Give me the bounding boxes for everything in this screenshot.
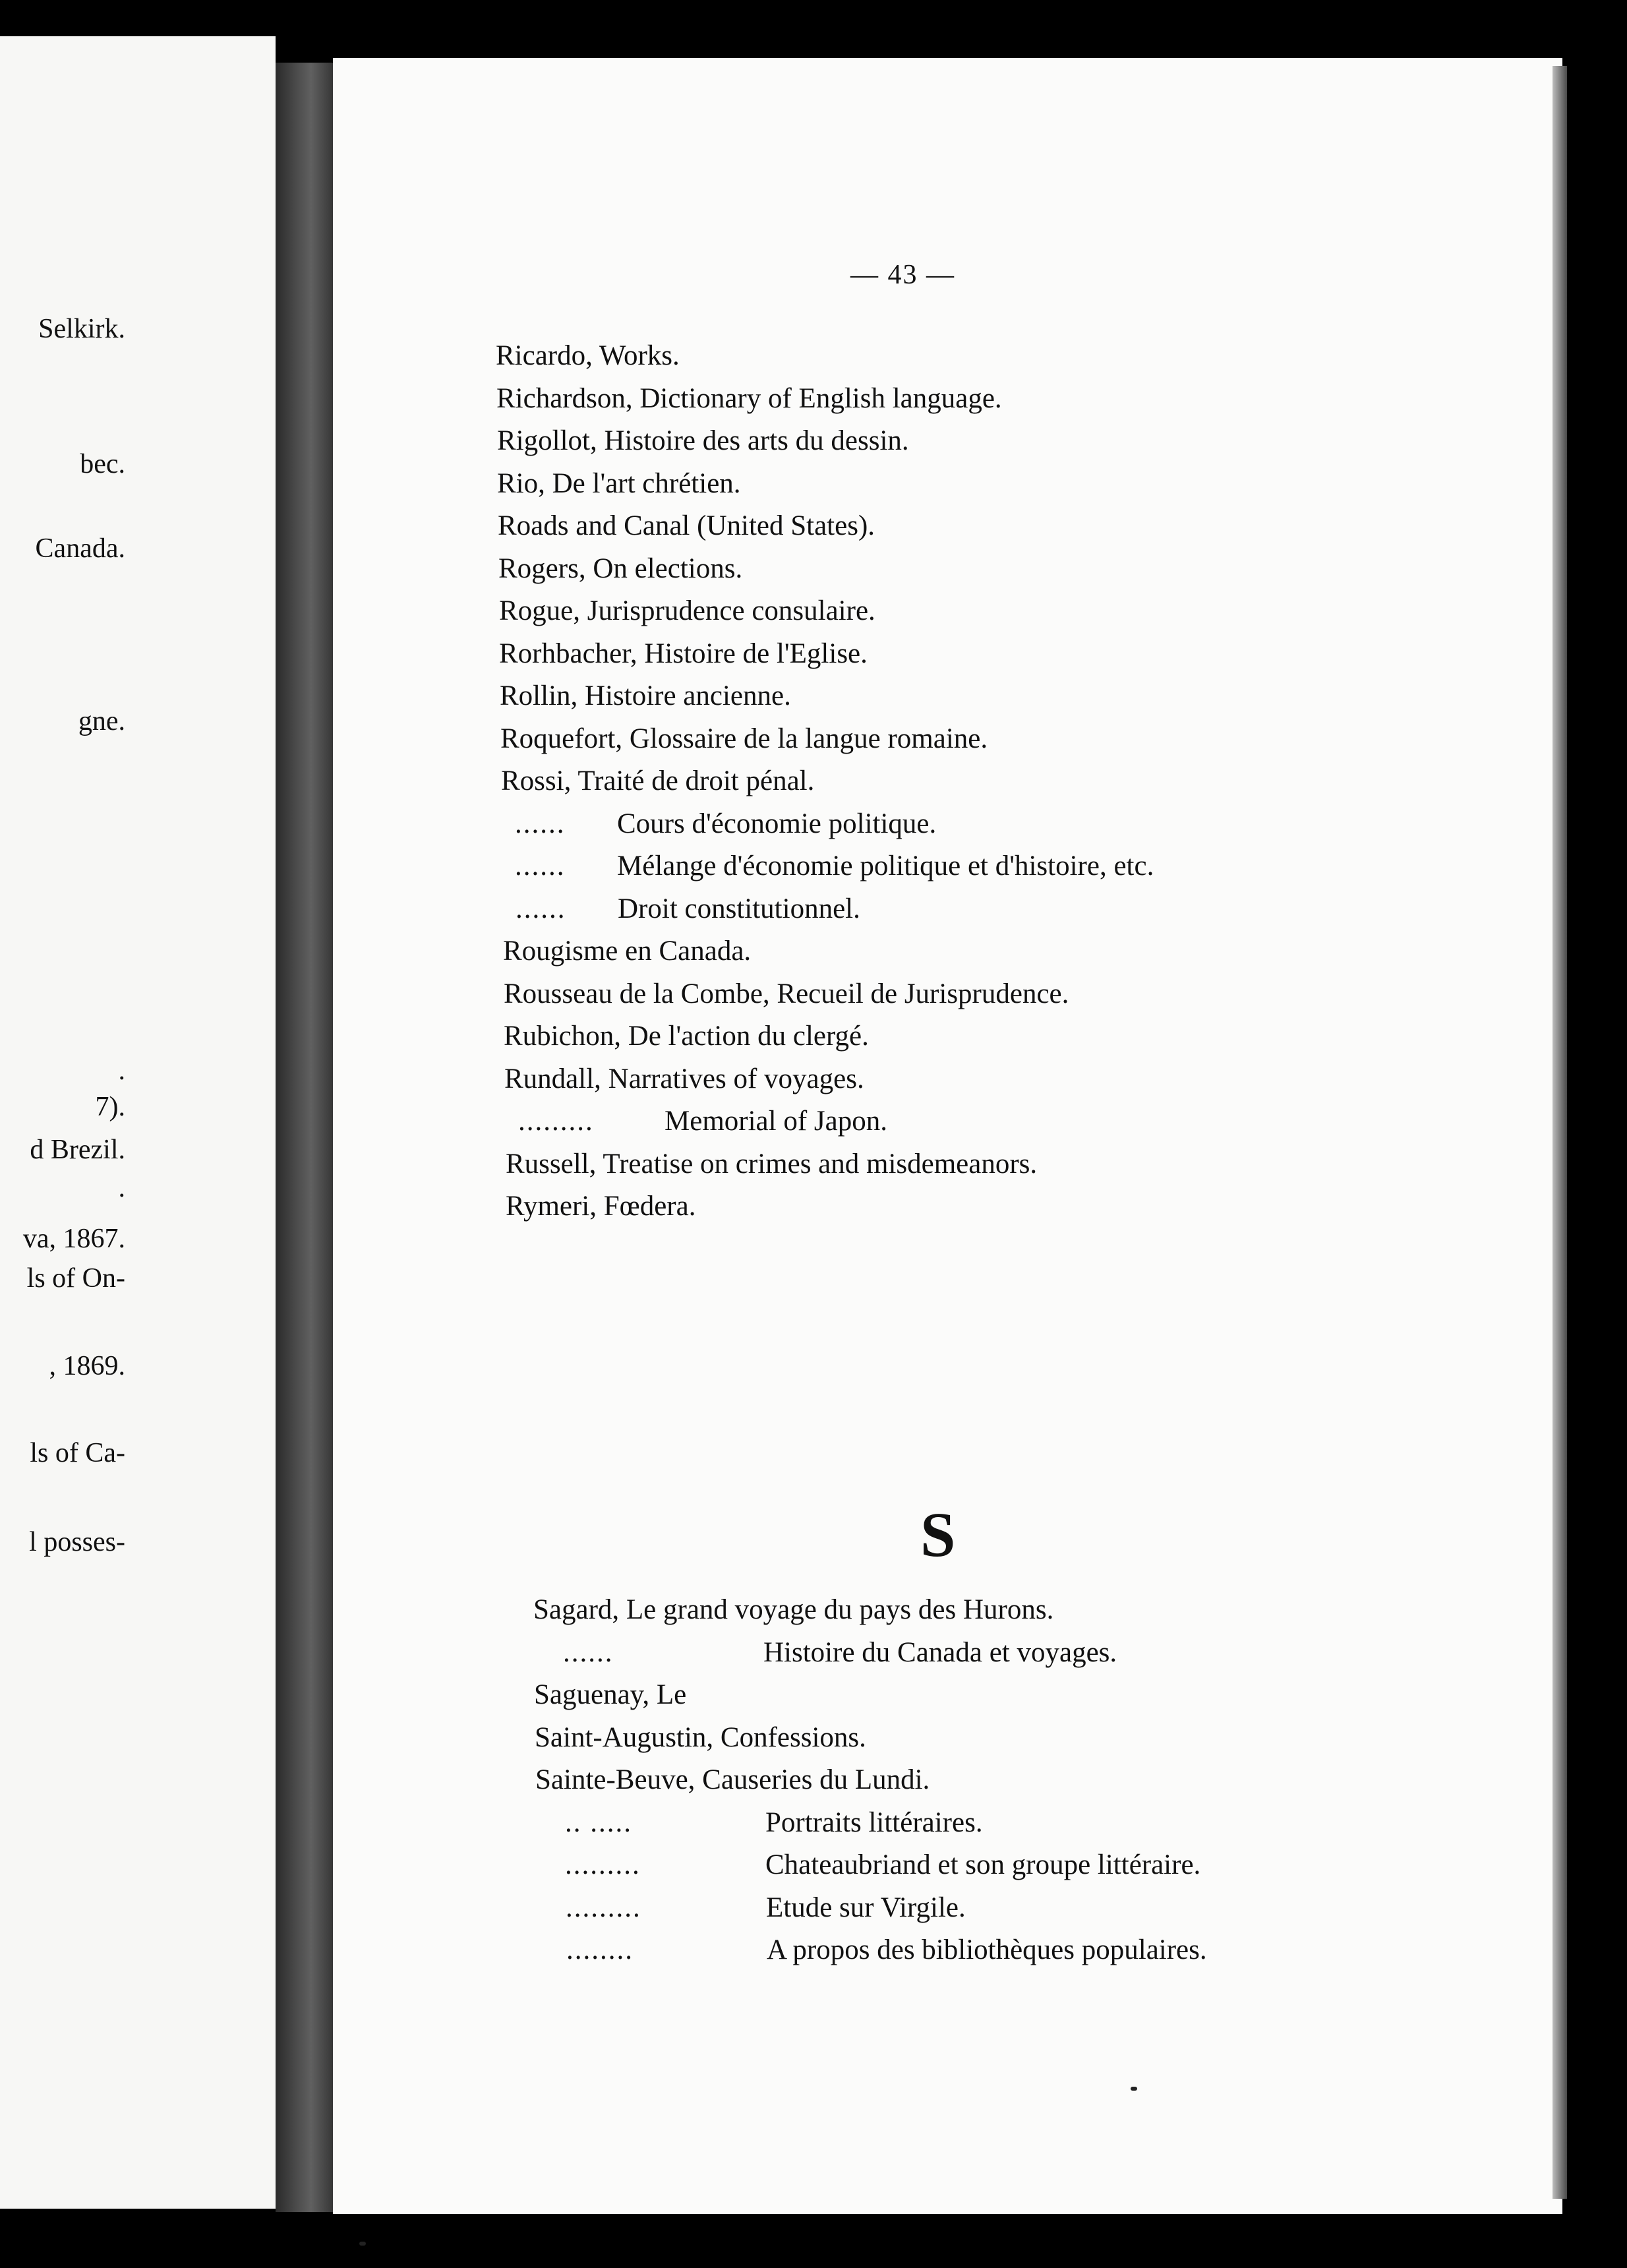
ditto-leader: ...... xyxy=(515,850,566,881)
catalog-entry xyxy=(504,1065,864,1093)
entry-title: Rio, De l'art chrétien. xyxy=(497,467,741,499)
left-page-fragment: gne. xyxy=(78,706,125,736)
entry-title: Roads and Canal (United States). xyxy=(498,510,875,541)
catalog-entry xyxy=(566,1934,1207,1965)
entry-title: Sagard, Le grand voyage du pays des Hurons. xyxy=(533,1594,1054,1625)
right-page xyxy=(333,58,1562,2214)
ink-speck xyxy=(1131,2087,1137,2091)
left-page xyxy=(0,36,276,2209)
ditto-leader: ......... xyxy=(518,1106,594,1137)
catalog-entry xyxy=(500,682,791,710)
ditto-leader: ...... xyxy=(515,808,566,839)
entry-title: Rorhbacher, Histoire de l'Eglise. xyxy=(499,638,868,669)
catalog-entry xyxy=(506,1150,1037,1178)
catalog-entry xyxy=(518,1106,887,1137)
catalog-entry xyxy=(565,1806,983,1838)
catalog-entry xyxy=(498,554,742,583)
left-page-fragment: Canada. xyxy=(35,533,125,564)
ink-speck xyxy=(359,2242,366,2246)
book-spine-shadow xyxy=(276,63,335,2212)
catalog-entry xyxy=(504,980,1069,1008)
entry-title: Saguenay, Le xyxy=(534,1679,687,1710)
catalog-entry xyxy=(496,384,1002,413)
ditto-leader: ...... xyxy=(516,893,566,924)
entry-title: Memorial of Japon. xyxy=(665,1106,887,1137)
entry-title: Rossi, Traité de droit pénal. xyxy=(501,765,815,796)
entry-title: Richardson, Dictionary of English language. xyxy=(496,382,1002,414)
entry-title: Saint-Augustin, Confessions. xyxy=(535,1721,866,1753)
section-letter: S xyxy=(920,1499,956,1570)
catalog-entry xyxy=(499,597,875,625)
left-page-fragment: Selkirk. xyxy=(38,314,125,344)
entry-title: Rogers, On elections. xyxy=(498,552,743,584)
catalog-entry xyxy=(501,767,814,795)
entry-title: Rougisme en Canada. xyxy=(503,936,752,967)
catalog-entry xyxy=(499,640,868,668)
catalog-entry xyxy=(563,1636,1117,1668)
entry-title: Ricardo, Works. xyxy=(496,340,680,371)
entry-title: Portraits littéraires. xyxy=(765,1806,983,1838)
catalog-entry xyxy=(503,937,751,965)
catalog-entry xyxy=(497,469,741,498)
left-page-fragment: d Brezil. xyxy=(30,1135,125,1165)
entry-title: Rubichon, De l'action du clergé. xyxy=(504,1021,869,1052)
catalog-entry xyxy=(534,1681,686,1709)
catalog-entry xyxy=(506,1192,695,1220)
catalog-entry xyxy=(515,808,937,839)
page-number: — 43 — xyxy=(850,260,955,290)
ditto-leader: .. ..... xyxy=(565,1806,632,1838)
entry-title: Etude sur Virgile. xyxy=(766,1892,966,1923)
catalog-entry xyxy=(496,342,680,370)
entry-title: Rollin, Histoire ancienne. xyxy=(500,680,791,711)
left-page-fragment: va, 1867. xyxy=(22,1224,125,1254)
entry-title: Cours d'économie politique. xyxy=(617,808,937,839)
left-page-fragment: , 1869. xyxy=(49,1351,125,1381)
entry-title: Sainte-Beuve, Causeries du Lundi. xyxy=(535,1764,930,1795)
entry-title: Rymeri, Fœdera. xyxy=(506,1191,696,1222)
left-page-fragment: . xyxy=(118,1173,125,1203)
entry-title: Rogue, Jurisprudence consulaire. xyxy=(499,595,875,626)
catalog-entry xyxy=(498,512,875,540)
catalog-entry xyxy=(515,850,1154,881)
entry-title: Droit constitutionnel. xyxy=(618,893,860,924)
ditto-leader: ...... xyxy=(563,1636,614,1668)
entry-title: Chateaubriand et son groupe littéraire. xyxy=(765,1849,1201,1880)
entry-title: Rousseau de la Combe, Recueil de Jurisprudence. xyxy=(504,978,1069,1009)
catalog-entry xyxy=(504,1022,869,1050)
catalog-entry xyxy=(500,725,988,753)
catalog-entry xyxy=(497,427,909,455)
entry-title: Russell, Treatise on crimes and misdemeanors. xyxy=(506,1148,1038,1179)
left-page-fragment: ls of Ca- xyxy=(30,1438,125,1468)
ditto-leader: ......... xyxy=(565,1849,641,1880)
left-page-fragment: bec. xyxy=(80,449,125,479)
left-page-fragment: l posses- xyxy=(29,1527,125,1557)
entry-title: Rundall, Narratives of voyages. xyxy=(504,1063,864,1094)
catalog-entry xyxy=(566,1892,966,1923)
catalog-entry xyxy=(535,1766,930,1794)
entry-title: Histoire du Canada et voyages. xyxy=(763,1636,1117,1668)
entry-title: Rigollot, Histoire des arts du dessin. xyxy=(497,425,909,456)
left-page-fragment: 7). xyxy=(95,1092,125,1122)
ditto-leader: ......... xyxy=(566,1892,641,1923)
entry-title: Roquefort, Glossaire de la langue romaine. xyxy=(500,723,988,754)
left-page-fragment: ls of On- xyxy=(26,1263,125,1294)
catalog-entry xyxy=(535,1723,866,1752)
catalog-entry xyxy=(565,1849,1201,1880)
ditto-leader: ........ xyxy=(566,1934,634,1965)
entry-title: A propos des bibliothèques populaires. xyxy=(767,1934,1207,1965)
entry-title: Mélange d'économie politique et d'histoire, etc. xyxy=(617,850,1154,881)
catalog-entry xyxy=(533,1596,1053,1624)
catalog-entry xyxy=(516,893,860,924)
left-page-fragment: . xyxy=(118,1056,125,1086)
page-edge xyxy=(1553,66,1567,2199)
